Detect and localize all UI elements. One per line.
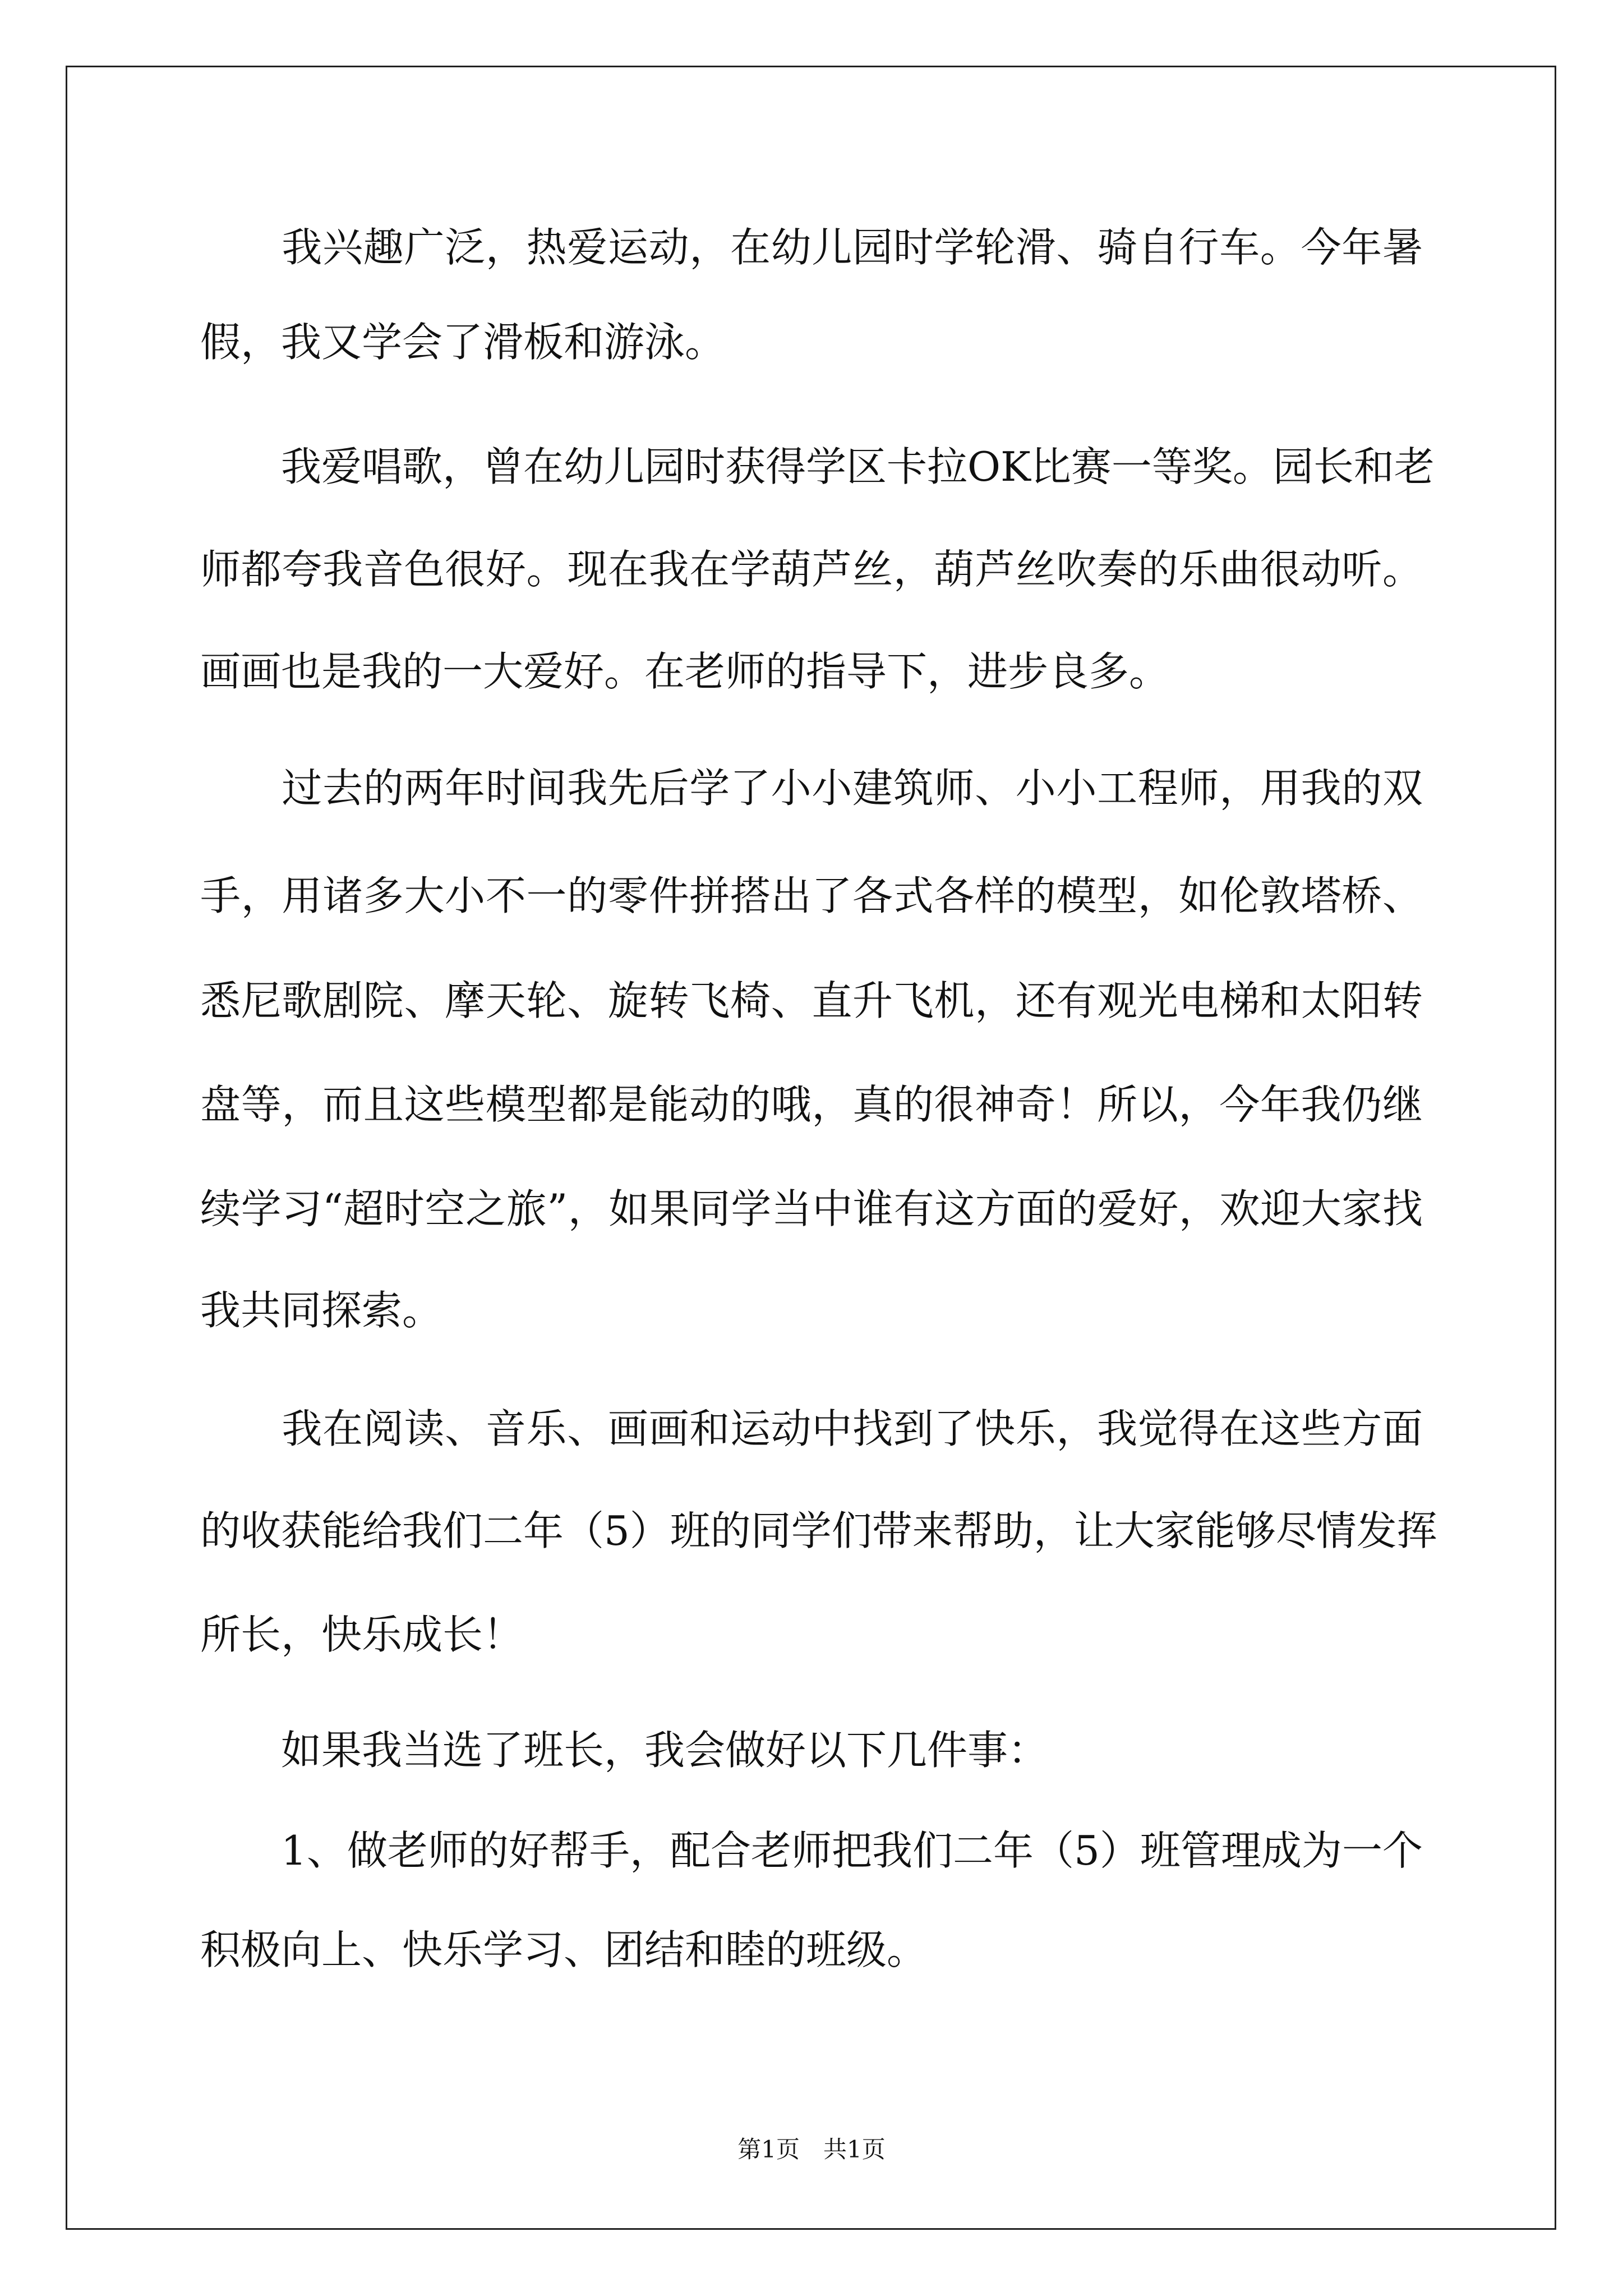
text-line: 我共同探索。	[200, 1287, 443, 1334]
text-line: 续学习“超时空之旅”，如果同学当中谁有这方面的爱好，欢迎大家找	[200, 1185, 1423, 1232]
text-line: 我兴趣广泛，热爱运动，在幼儿园时学轮滑、骑自行车。今年暑	[200, 224, 1423, 271]
text-line: 积极向上、快乐学习、团结和睦的班级。	[200, 1926, 928, 1973]
text-line: 假，我又学会了滑板和游泳。	[200, 319, 726, 366]
text-line: 画画也是我的一大爱好。在老师的指导下，进步良多。	[200, 648, 1170, 695]
text-line: 悉尼歌剧院、摩天轮、旋转飞椅、直升飞机，还有观光电梯和太阳转	[200, 977, 1423, 1024]
text-line: 如果我当选了班长，我会做好以下几件事：	[200, 1727, 1049, 1774]
text-line: 盘等，而且这些模型都是能动的哦，真的很神奇！所以，今年我仍继	[200, 1081, 1423, 1128]
text-line: 过去的两年时间我先后学了小小建筑师、小小工程师，用我的双	[200, 765, 1423, 812]
text-line: 师都夸我音色很好。现在我在学葫芦丝，葫芦丝吹奏的乐曲很动听。	[200, 546, 1423, 593]
text-line: 我爱唱歌，曾在幼儿园时获得学区卡拉OK比赛一等奖。园长和老	[200, 443, 1435, 490]
text-line: 手，用诸多大小不一的零件拼搭出了各式各样的模型，如伦敦塔桥、	[200, 872, 1423, 919]
text-line: 我在阅读、音乐、画画和运动中找到了快乐，我觉得在这些方面	[200, 1405, 1423, 1452]
text-line: 1、做老师的好帮手，配合老师把我们二年（5）班管理成为一个	[200, 1827, 1423, 1874]
page-border	[66, 66, 1556, 2230]
text-line: 的收获能给我们二年（5）班的同学们带来帮助，让大家能够尽情发挥	[200, 1507, 1437, 1554]
page-number-footer: 第1页 共1页	[737, 2136, 886, 2163]
text-line: 所长，快乐成长！	[200, 1611, 524, 1658]
